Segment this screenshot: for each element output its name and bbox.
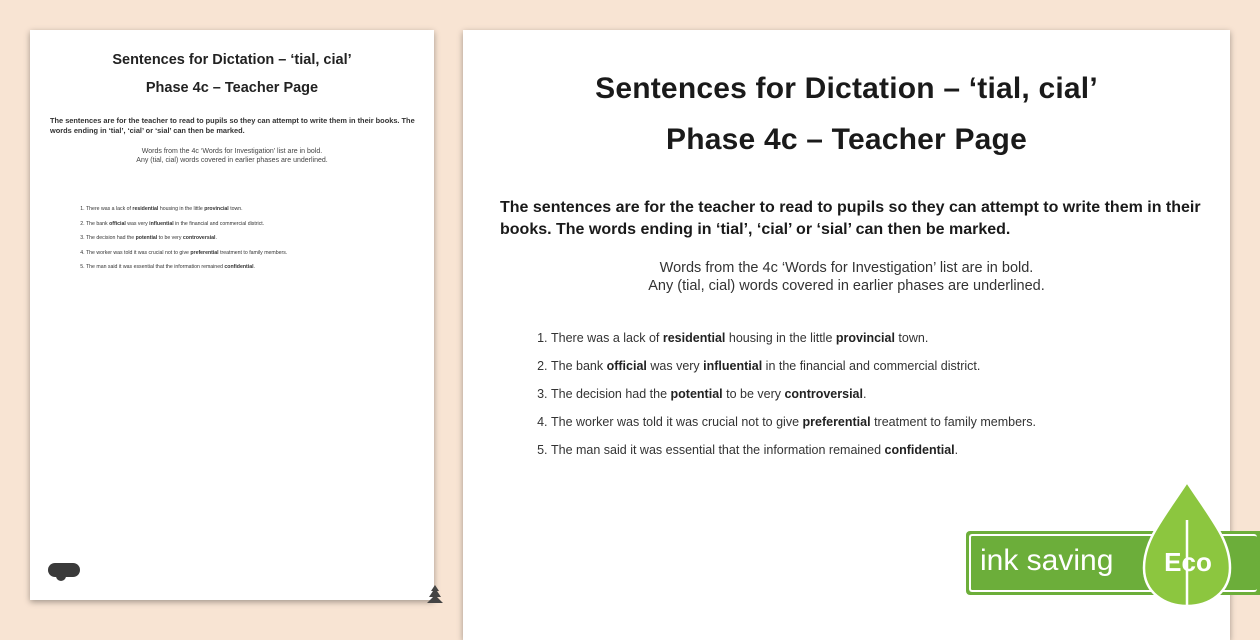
publisher-logo-tail-icon: [56, 573, 66, 581]
intro-paragraph: The sentences are for the teacher to read to pupils so they can attempt to write them in their books. The words ending in ‘tial’, ‘cial’ or ‘sial’ can then be marked.: [500, 199, 1201, 238]
sentence-list: [508, 330, 1251, 470]
thumbnail-title: Sentences for Dictation – ‘tial, cial’: [112, 52, 352, 68]
list-item: 2. The bank official was very influential in the financial and commercial district.: [551, 358, 1251, 374]
instruction-note-line1: Words from the 4c ‘Words for Investigation’ list are in bold.: [659, 260, 1034, 276]
thumbnail-note-line1: Words from the 4c ‘Words for Investigation’ list are in bold.: [141, 148, 323, 155]
instruction-note: [463, 259, 1230, 295]
thumbnail-sentence-list: [74, 206, 426, 279]
list-item: 3. The decision had the potential to be very controversial.: [551, 386, 1251, 402]
thumbnail-page: [30, 30, 434, 600]
instruction-note-line2: Any (tial, cial) words covered in earlier phases are underlined.: [648, 278, 1045, 294]
list-item: 4. The worker was told it was crucial not to give preferential treatment to family members.: [86, 250, 426, 256]
list-item: 1. There was a lack of residential housing in the little provincial town.: [86, 206, 426, 212]
thumbnail-note: [30, 148, 434, 165]
list-item: 3. The decision had the potential to be very controversial.: [86, 235, 426, 241]
page-footer-icon: [425, 583, 445, 607]
list-item: 1. There was a lack of residential housing in the little provincial town.: [551, 330, 1251, 346]
list-item: 5. The man said it was essential that the information remained confidential.: [86, 264, 426, 270]
thumbnail-intro: The sentences are for the teacher to read to pupils so they can attempt to write them in their books. The words ending in ‘tial’, ‘cial’ or ‘sial’ can then be marked.: [50, 116, 415, 135]
list-item: 2. The bank official was very influential in the financial and commercial district.: [86, 221, 426, 227]
page-subtitle: Phase 4c – Teacher Page: [666, 123, 1027, 156]
list-item: 4. The worker was told it was crucial not to give preferential treatment to family members.: [551, 414, 1251, 430]
eco-label: Eco: [1164, 547, 1212, 577]
thumbnail-note-line2: Any (tial, cial) words covered in earlier phases are underlined.: [136, 156, 328, 164]
thumbnail-subtitle: Phase 4c – Teacher Page: [145, 80, 319, 96]
ink-saving-label: ink saving: [980, 544, 1114, 577]
page-title: Sentences for Dictation – ‘tial, cial’: [595, 72, 1098, 105]
list-item: 5. The man said it was essential that the information remained confidential.: [551, 442, 1251, 458]
